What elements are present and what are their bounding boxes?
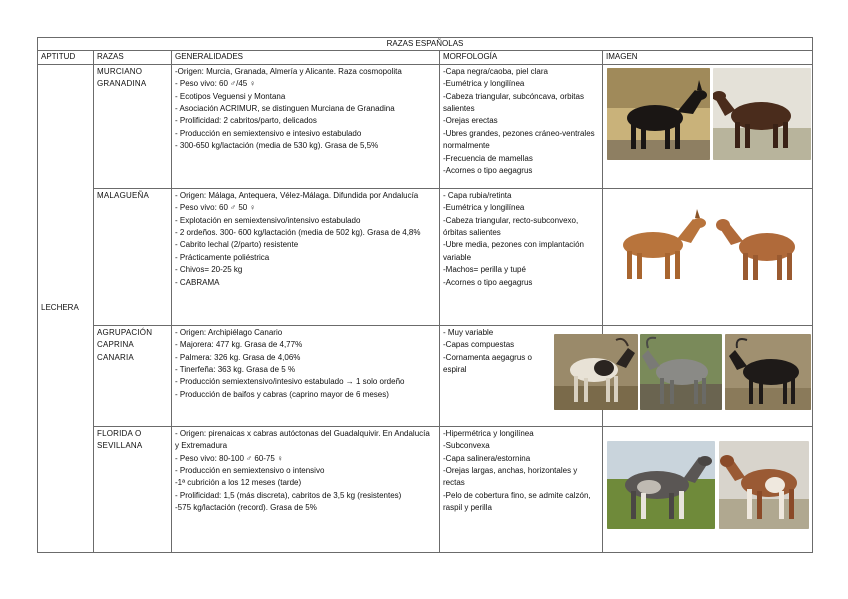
list-item: -Subconvexa <box>443 441 490 451</box>
list-item: - Origen: Málaga, Antequera, Vélez-Málaga. Difundida por Andalucía <box>175 190 419 200</box>
table-row <box>38 188 813 325</box>
list-item: - Origen: Archipiélago Canario <box>175 327 283 337</box>
list-item: -Machos= perilla y tupé <box>443 265 526 275</box>
list-item: - Prolificidad: 1,5 (más discreta), cabritos de 3,5 kg (resistentes) <box>175 490 402 500</box>
breeds-table <box>37 37 813 553</box>
list-item: - Peso vivo: 80-100 ♂ 60-75 ♀ <box>175 453 284 463</box>
list-item: - 2 ordeños. 300- 600 kg/lactación (media de 502 kg). Grasa de 4,8% <box>175 227 421 237</box>
breed-name: FLORIDA O SEVILLANA <box>94 426 172 552</box>
header-imagen: IMAGEN <box>603 51 813 64</box>
list-item: - Cabrito lechal (2/parto) resistente <box>175 240 299 250</box>
goat-photo-canaria-2 <box>640 334 722 410</box>
goat-photo-malaguena-2 <box>713 205 811 287</box>
image-cell <box>603 188 813 325</box>
list-item: -Origen: Murcia, Granada, Almería y Alicante. Raza cosmopolita <box>175 66 402 76</box>
list-item: -Acornes o tipo aegagrus <box>443 277 533 287</box>
list-item: - Capa rubia/retinta <box>443 190 512 200</box>
goat-photo-canaria-1 <box>554 334 638 410</box>
morfologia-cell <box>440 426 603 552</box>
list-item: -Hipermétrica y longilínea <box>443 428 534 438</box>
list-item: - 300-650 kg/lactación (media de 530 kg). Grasa de 5,5% <box>175 141 379 151</box>
list-item: - Asociación ACRIMUR, se distinguen Murciana de Granadina <box>175 103 395 113</box>
list-item: - Explotación en semiextensivo/intensivo estabulado <box>175 215 361 225</box>
list-item: - Peso vivo: 60 ♂ 50 ♀ <box>175 203 256 213</box>
breed-name: MALAGUEÑA <box>94 188 172 325</box>
morfologia-cell <box>440 188 603 325</box>
list-item: -Cabeza triangular, subcóncava, orbitas salientes <box>443 91 584 113</box>
table-title: RAZAS ESPAÑOLAS <box>38 38 813 51</box>
list-item: - Peso vivo: 60 ♂/45 ♀ <box>175 79 256 89</box>
breed-name: MURCIANO GRANADINA <box>94 64 172 188</box>
list-item: -Ubre media, pezones con implantación variable <box>443 240 584 262</box>
header-aptitud: APTITUD <box>38 51 94 64</box>
list-item: - Origen: pirenaicas x cabras autóctonas del Guadalquivir. En Andalucía y Extremadura <box>175 428 430 451</box>
list-item: -Eumétrica y longilínea <box>443 203 525 213</box>
table-row <box>38 426 813 552</box>
header-razas: RAZAS <box>94 51 172 64</box>
goat-photo-murciana-black <box>607 68 710 160</box>
list-item: - Palmera: 326 kg. Grasa de 4,06% <box>175 352 301 362</box>
goat-photo-malaguena-1 <box>607 205 709 287</box>
list-item: -Frecuencia de mamellas <box>443 153 533 163</box>
list-item: - Muy variable <box>443 327 494 337</box>
image-cell <box>603 64 813 188</box>
list-item: - Prolificidad: 2 cabritos/parto, delicados <box>175 116 317 126</box>
breed-name: AGRUPACIÓN CAPRINA CANARIA <box>94 325 172 426</box>
table-row <box>38 325 813 426</box>
generalidades-cell <box>172 188 440 325</box>
list-item: - Producción semiextensivo/intesivo estabulado → 1 solo ordeño <box>175 377 405 387</box>
list-item: - Chivos= 20-25 kg <box>175 265 243 275</box>
generalidades-cell <box>172 64 440 188</box>
list-item: - Producción de baifos y cabras (caprino mayor de 6 meses) <box>175 389 389 399</box>
list-item: - Prácticamente poliéstrica <box>175 252 270 262</box>
header-generalidades: GENERALIDADES <box>172 51 440 64</box>
list-item: - CABRAMA <box>175 277 220 287</box>
morfologia-cell <box>440 64 603 188</box>
list-item: -Capa negra/caoba, piel clara <box>443 66 548 76</box>
goat-photo-florida-2 <box>719 441 809 529</box>
aptitud-cell: LECHERA <box>38 64 94 552</box>
header-morfologia: MORFOLOGÍA <box>440 51 603 64</box>
list-item: -1ª cubrición a los 12 meses (tarde) <box>175 478 302 488</box>
list-item: - Producción en semiextensivo o intensivo <box>175 465 325 475</box>
list-item: -575 kg/lactación (record). Grasa de 5% <box>175 503 317 513</box>
list-item: -Orejas largas, anchas, horizontales y rectas <box>443 465 578 488</box>
goat-photo-florida-1 <box>607 441 715 529</box>
image-cell <box>603 325 813 426</box>
goat-photo-canaria-3 <box>725 334 811 410</box>
list-item: -Capa salinera/estornina <box>443 453 531 463</box>
list-item: - Majorera: 477 kg. Grasa de 4,77% <box>175 340 303 350</box>
list-item: -Ubres grandes, pezones cráneo-ventrales normalmente <box>443 128 595 151</box>
list-item: - Producción en semiextensivo e intesivo estabulado <box>175 128 362 138</box>
table-row <box>38 64 813 188</box>
list-item: -Acornes o tipo aegagrus <box>443 165 533 175</box>
list-item: -Eumétrica y longilínea <box>443 79 525 89</box>
list-item: - Tinerfeña: 363 kg. Grasa de 5 % <box>175 364 296 374</box>
generalidades-cell <box>172 426 440 552</box>
list-item: -Cabeza triangular, recto-subconvexo, órbitas salientes <box>443 215 579 237</box>
generalidades-cell <box>172 325 440 426</box>
list-item: - Ecotipos Veguensi y Montana <box>175 91 286 101</box>
image-cell <box>603 426 813 552</box>
list-item: -Cornamenta aegagrus o espiral <box>443 352 532 374</box>
goat-photo-murciana-caoba <box>713 68 811 160</box>
list-item: -Capas compuestas <box>443 340 515 350</box>
list-item: -Pelo de cobertura fino, se admite calzón, raspil y perilla <box>443 490 591 513</box>
list-item: -Orejas erectas <box>443 116 498 126</box>
